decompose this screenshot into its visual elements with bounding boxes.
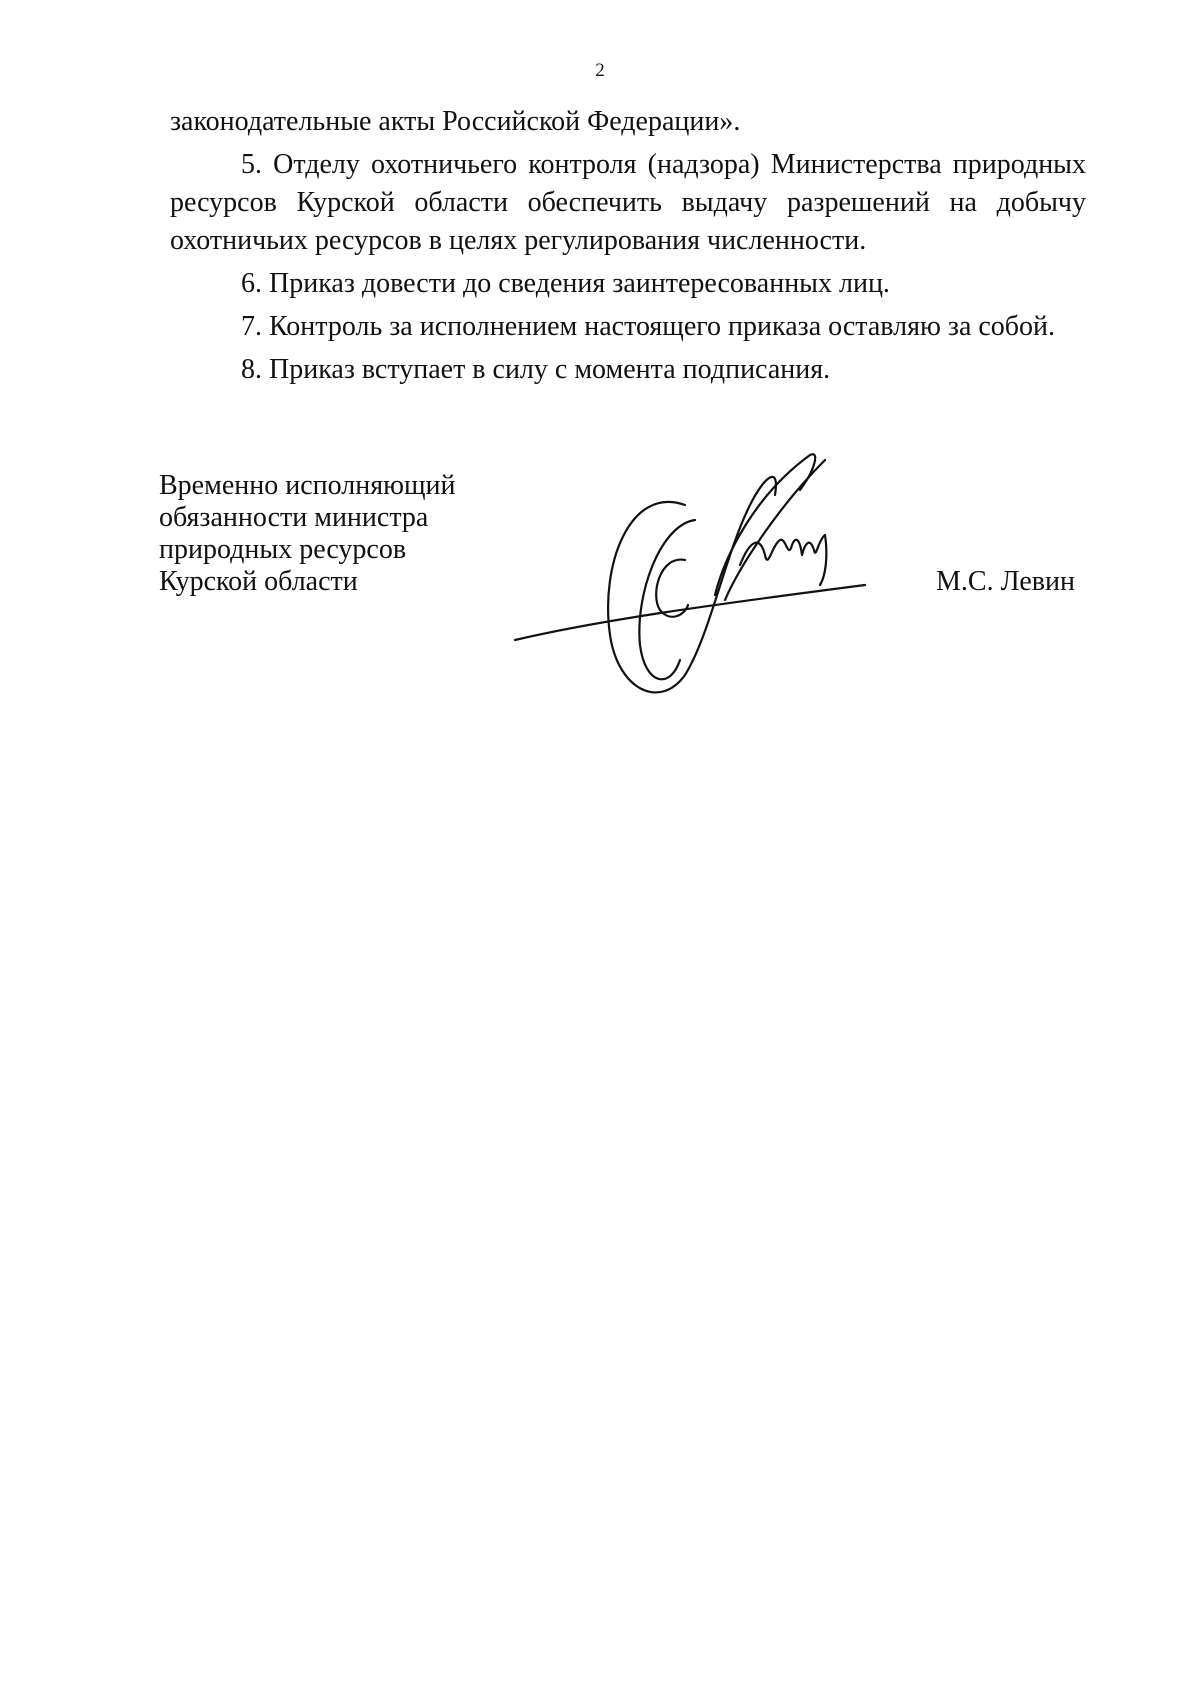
signer-name: М.С. Левин [936,566,1075,597]
paragraph-item-5: 5. Отделу охотничьего контроля (надзора) Министерства природных ресурсов Курской области обеспечить выдачу разрешений на добычу охотничьих ресурсов в целях регулирования численности. [170,149,1086,256]
paragraph-item-6: 6. Приказ довести до сведения заинтересованных лиц. [241,268,890,299]
signer-position-line: обязанности министра [159,502,429,533]
paragraph-item-7: 7. Контроль за исполнением настоящего приказа оставляю за собой. [241,311,1056,342]
document-body [170,103,1086,394]
signer-position-line: Курской области [159,566,358,597]
signer-position [159,470,456,598]
page-number: 2 [595,60,605,81]
handwritten-signature [510,445,870,725]
paragraph-item-8: 8. Приказ вступает в силу с момента подписания. [241,354,831,385]
signer-position-line: природных ресурсов [159,534,407,565]
paragraph-continuation: законодательные акты Российской Федерации». [170,106,741,137]
signer-position-line: Временно исполняющий [159,470,456,501]
